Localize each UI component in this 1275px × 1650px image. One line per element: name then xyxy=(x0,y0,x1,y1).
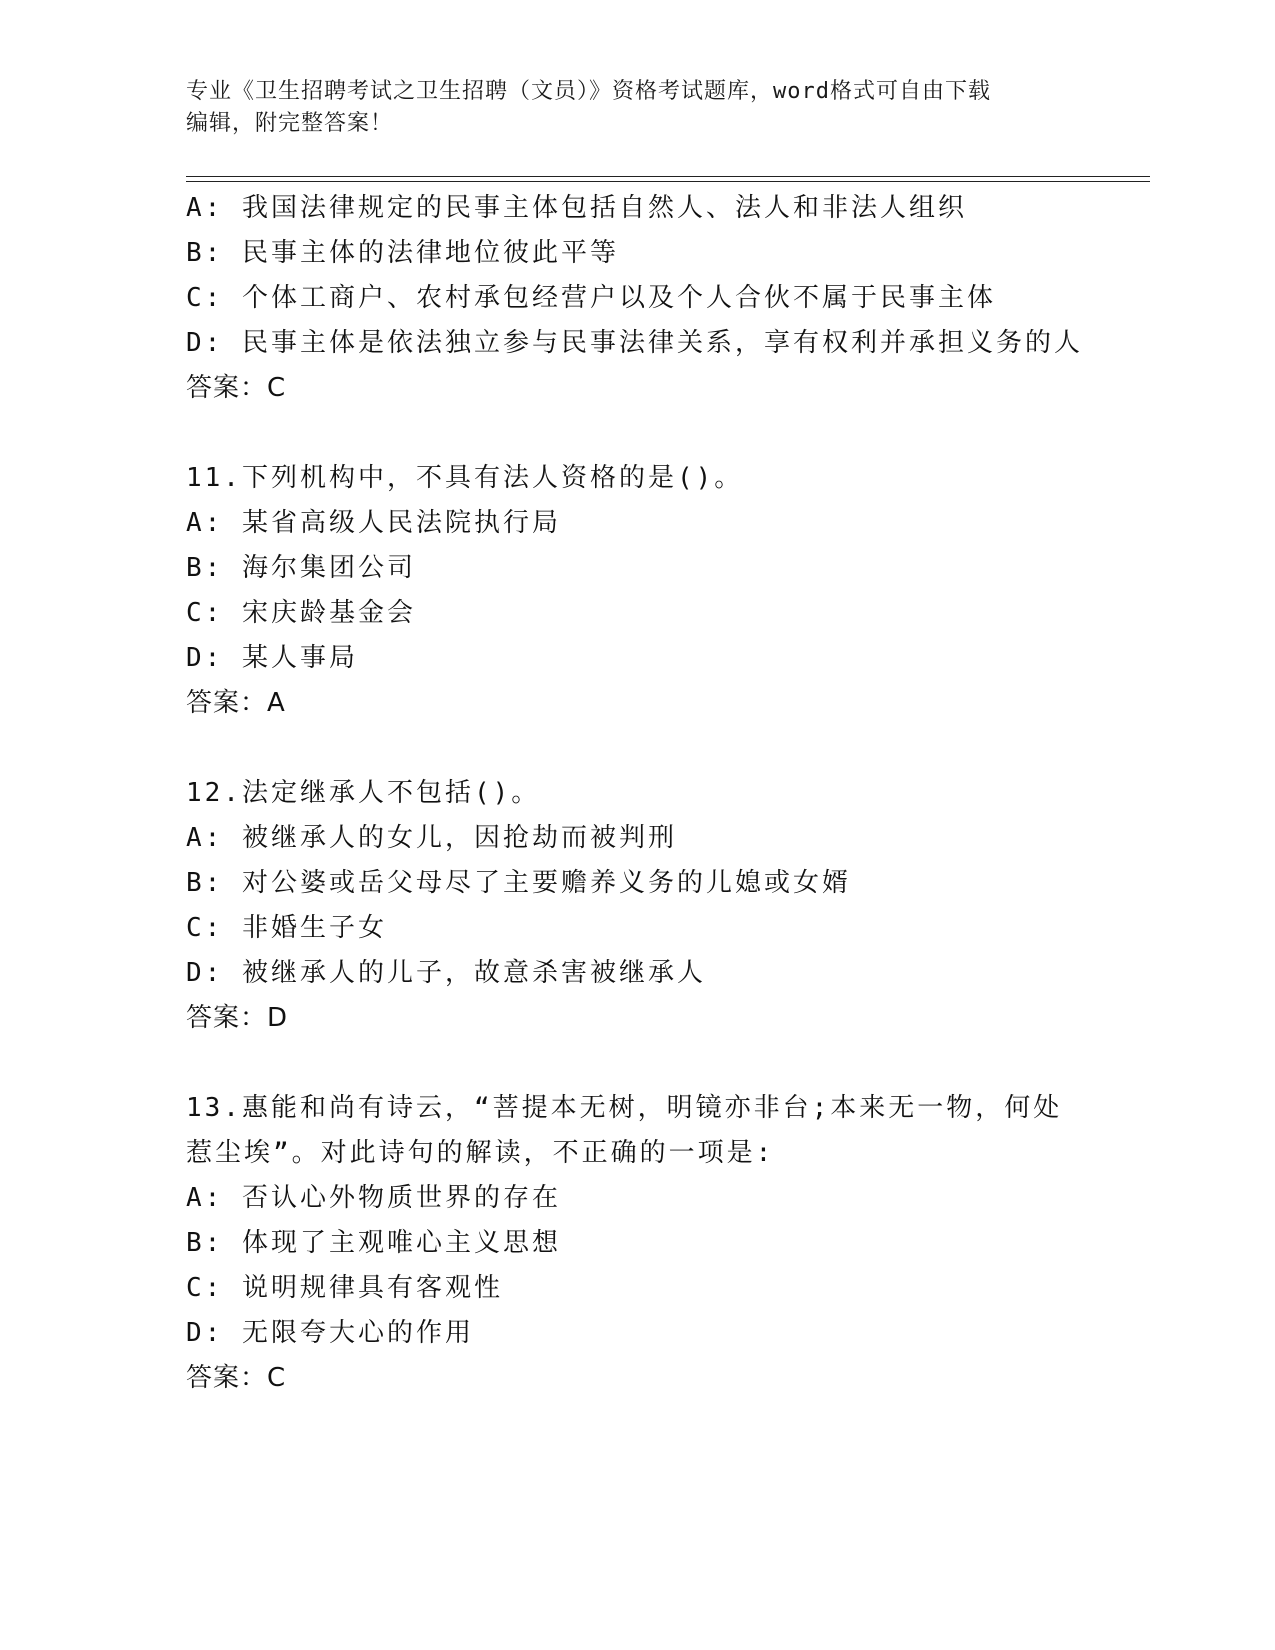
option-d: D: 无限夸大心的作用 xyxy=(186,1318,474,1348)
answer-line: 答案：C xyxy=(186,373,287,403)
option-b: B: 对公婆或岳父母尽了主要赡养义务的儿媳或女婿 xyxy=(186,868,851,898)
option-a: A: 某省高级人民法院执行局 xyxy=(186,508,561,538)
option-d: D: 民事主体是依法独立参与民事法律关系，享有权利并承担义务的人 xyxy=(186,328,1083,358)
question-stem-line-1: 13.惠能和尚有诗云，“菩提本无树，明镜亦非台;本来无一物，何处 xyxy=(186,1093,1063,1123)
spacer xyxy=(186,411,1146,456)
option-b: B: 体现了主观唯心主义思想 xyxy=(186,1228,561,1258)
question-stem: 12.法定继承人不包括()。 xyxy=(186,778,541,808)
option-c: C: 非婚生子女 xyxy=(186,913,387,943)
answer-line: 答案：A xyxy=(186,688,286,718)
header-line-2: 编辑，附完整答案！ xyxy=(186,111,394,136)
question-11 xyxy=(186,456,1146,726)
header-divider-bottom xyxy=(186,181,1150,182)
option-d: D: 某人事局 xyxy=(186,643,358,673)
option-a: A: 被继承人的女儿，因抢劫而被判刑 xyxy=(186,823,677,853)
option-d: D: 被继承人的儿子，故意杀害被继承人 xyxy=(186,958,706,988)
option-c: C: 说明规律具有客观性 xyxy=(186,1273,503,1303)
header-line-1: 专业《卫生招聘考试之卫生招聘（文员）》资格考试题库，word格式可自由下载 xyxy=(186,79,991,104)
question-stem: 11.下列机构中，不具有法人资格的是()。 xyxy=(186,463,744,493)
question-stem-line-2: 惹尘埃”。对此诗句的解读，不正确的一项是: xyxy=(186,1138,775,1168)
question-list xyxy=(186,186,1146,1401)
spacer xyxy=(186,1041,1146,1086)
header-divider-top xyxy=(186,176,1150,177)
question-13 xyxy=(186,1086,1146,1401)
option-a: A: 否认心外物质世界的存在 xyxy=(186,1183,561,1213)
option-c: C: 个体工商户、农村承包经营户以及个人合伙不属于民事主体 xyxy=(186,283,996,313)
spacer xyxy=(186,726,1146,771)
option-b: B: 海尔集团公司 xyxy=(186,553,416,583)
option-b: B: 民事主体的法律地位彼此平等 xyxy=(186,238,619,268)
question-10 xyxy=(186,186,1146,411)
answer-line: 答案：D xyxy=(186,1003,289,1033)
question-12 xyxy=(186,771,1146,1041)
answer-line: 答案：C xyxy=(186,1363,287,1393)
option-a: A: 我国法律规定的民事主体包括自然人、法人和非法人组织 xyxy=(186,193,967,223)
document-header xyxy=(186,76,1066,140)
option-c: C: 宋庆龄基金会 xyxy=(186,598,416,628)
